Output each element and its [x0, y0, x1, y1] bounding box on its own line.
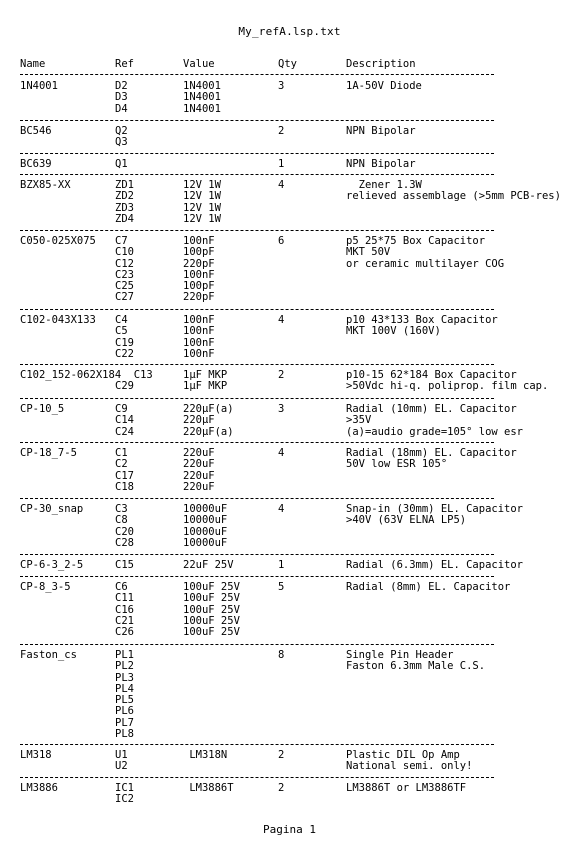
cell-description: 1A-50V Diode — [346, 80, 422, 92]
cell-value: 10000uF 10000uF 10000uF 10000uF — [183, 503, 228, 549]
cell-value: 220µF(a) 220µF 220µF(a) — [183, 403, 234, 438]
cell-ref: D2 D3 D4 — [115, 80, 128, 115]
cell-ref: Q2 Q3 — [115, 125, 128, 149]
cell-description: Snap-in (30mm) EL. Capacitor >40V (63V ELNA LP5) — [346, 503, 524, 527]
row-divider — [20, 744, 494, 745]
cell-name: LM3886 — [20, 782, 58, 794]
cell-description: NPN Bipolar — [346, 158, 416, 170]
cell-ref: PL1 PL2 PL3 PL4 PL5 PL6 PL7 PL8 — [115, 649, 134, 741]
cell-qty: 1 — [278, 559, 285, 571]
cell-name: C050-025X075 — [20, 235, 96, 247]
cell-ref: ZD1 ZD2 ZD3 ZD4 — [115, 179, 134, 225]
row-divider — [20, 777, 494, 778]
cell-name: Faston_cs — [20, 649, 77, 661]
cell-name: BC639 — [20, 158, 52, 170]
cell-ref: Q1 — [115, 158, 128, 170]
cell-qty: 4 — [278, 447, 285, 459]
cell-qty: 3 — [278, 403, 285, 415]
cell-qty: 2 — [278, 369, 285, 381]
cell-name: BC546 — [20, 125, 52, 137]
row-divider — [20, 230, 494, 231]
header-name: Name — [20, 58, 46, 70]
cell-name: BZX85-XX — [20, 179, 71, 191]
cell-qty: 4 — [278, 314, 285, 326]
header-qty: Qty — [278, 58, 297, 70]
cell-ref: IC1 IC2 — [115, 782, 134, 806]
cell-qty: 5 — [278, 581, 285, 593]
row-divider — [20, 309, 494, 310]
cell-description: Single Pin Header Faston 6.3mm Male C.S. — [346, 649, 486, 673]
page-footer: Pagina 1 — [263, 823, 316, 836]
row-divider — [20, 554, 494, 555]
cell-qty: 2 — [278, 749, 285, 761]
cell-ref: C1 C2 C17 C18 — [115, 447, 134, 493]
cell-qty: 4 — [278, 503, 285, 515]
row-divider — [20, 364, 494, 365]
cell-qty: 2 — [278, 125, 285, 137]
cell-value: 1µF MKP 1µF MKP — [183, 369, 228, 393]
cell-name: 1N4001 — [20, 80, 58, 92]
cell-qty: 3 — [278, 80, 285, 92]
cell-name: CP-18_7-5 — [20, 447, 77, 459]
cell-value: 22uF 25V — [183, 559, 234, 571]
cell-description: Plastic DIL Op Amp National semi. only! — [346, 749, 473, 773]
row-divider — [20, 174, 494, 175]
cell-name: CP-10_5 — [20, 403, 65, 415]
row-divider — [20, 442, 494, 443]
cell-description: Radial (18mm) EL. Capacitor 50V low ESR 105° — [346, 447, 517, 471]
cell-name: LM318 — [20, 749, 52, 761]
cell-name: CP-6-3_2-5 — [20, 559, 84, 571]
row-divider — [20, 120, 494, 121]
cell-ref: C6 C11 C16 C21 C26 — [115, 581, 134, 639]
cell-ref: C7 C10 C12 C23 C25 C27 — [115, 235, 134, 304]
cell-name: CP-8_3-5 — [20, 581, 71, 593]
cell-ref: C29 — [115, 380, 134, 393]
cell-value: 220uF 220uF 220uF 220uF — [183, 447, 215, 493]
cell-description: Zener 1.3W relieved assemblage (>5mm PCB-res) — [346, 179, 561, 203]
cell-qty: 2 — [278, 782, 285, 794]
row-divider — [20, 153, 494, 154]
row-divider — [20, 398, 494, 399]
cell-ref: C15 — [115, 559, 134, 571]
cell-value: 100uF 25V 100uF 25V 100uF 25V 100uF 25V 100uF 25V — [183, 581, 240, 639]
cell-description: p10 43*133 Box Capacitor MKT 100V (160V) — [346, 314, 498, 338]
cell-ref: C3 C8 C20 C28 — [115, 503, 134, 549]
cell-qty: 8 — [278, 649, 285, 661]
cell-ref: U1 U2 — [115, 749, 128, 773]
cell-qty: 1 — [278, 158, 285, 170]
row-divider — [20, 74, 494, 75]
cell-value: LM318N — [183, 749, 228, 761]
cell-name: C102-043X133 — [20, 314, 96, 326]
cell-description: Radial (6.3mm) EL. Capacitor — [346, 559, 524, 571]
cell-value: LM3886T — [183, 782, 234, 794]
cell-name: C102_152-062X184 C13 — [20, 369, 153, 381]
document-title: My_refA.lsp.txt — [238, 25, 341, 38]
row-divider — [20, 576, 494, 577]
header-description: Description — [346, 58, 416, 70]
row-divider — [20, 498, 494, 499]
cell-value: 100nF 100pF 220pF 100nF 100pF 220pF — [183, 235, 215, 304]
cell-description: Radial (10mm) EL. Capacitor >35V (a)=audio grade=105° low esr — [346, 403, 524, 438]
cell-value: 1N4001 1N4001 1N4001 — [183, 80, 221, 115]
cell-ref: C9 C14 C24 — [115, 403, 134, 438]
header-value: Value — [183, 58, 215, 70]
header-ref: Ref — [115, 58, 134, 70]
cell-value: 100nF 100nF 100nF 100nF — [183, 314, 215, 360]
cell-qty: 6 — [278, 235, 285, 247]
cell-ref: C4 C5 C19 C22 — [115, 314, 134, 360]
cell-description: NPN Bipolar — [346, 125, 416, 137]
cell-description: p10-15 62*184 Box Capacitor >50Vdc hi-q. poliprop. film cap. — [346, 369, 549, 393]
cell-qty: 4 — [278, 179, 285, 191]
cell-name: CP-30_snap — [20, 503, 84, 515]
cell-description: LM3886T or LM3886TF — [346, 782, 467, 794]
table-header — [0, 58, 579, 71]
cell-value: 12V 1W 12V 1W 12V 1W 12V 1W — [183, 179, 221, 225]
cell-description: Radial (8mm) EL. Capacitor — [346, 581, 511, 593]
cell-description: p5 25*75 Box Capacitor MKT 50V or ceramic multilayer COG — [346, 235, 505, 270]
row-divider — [20, 644, 494, 645]
